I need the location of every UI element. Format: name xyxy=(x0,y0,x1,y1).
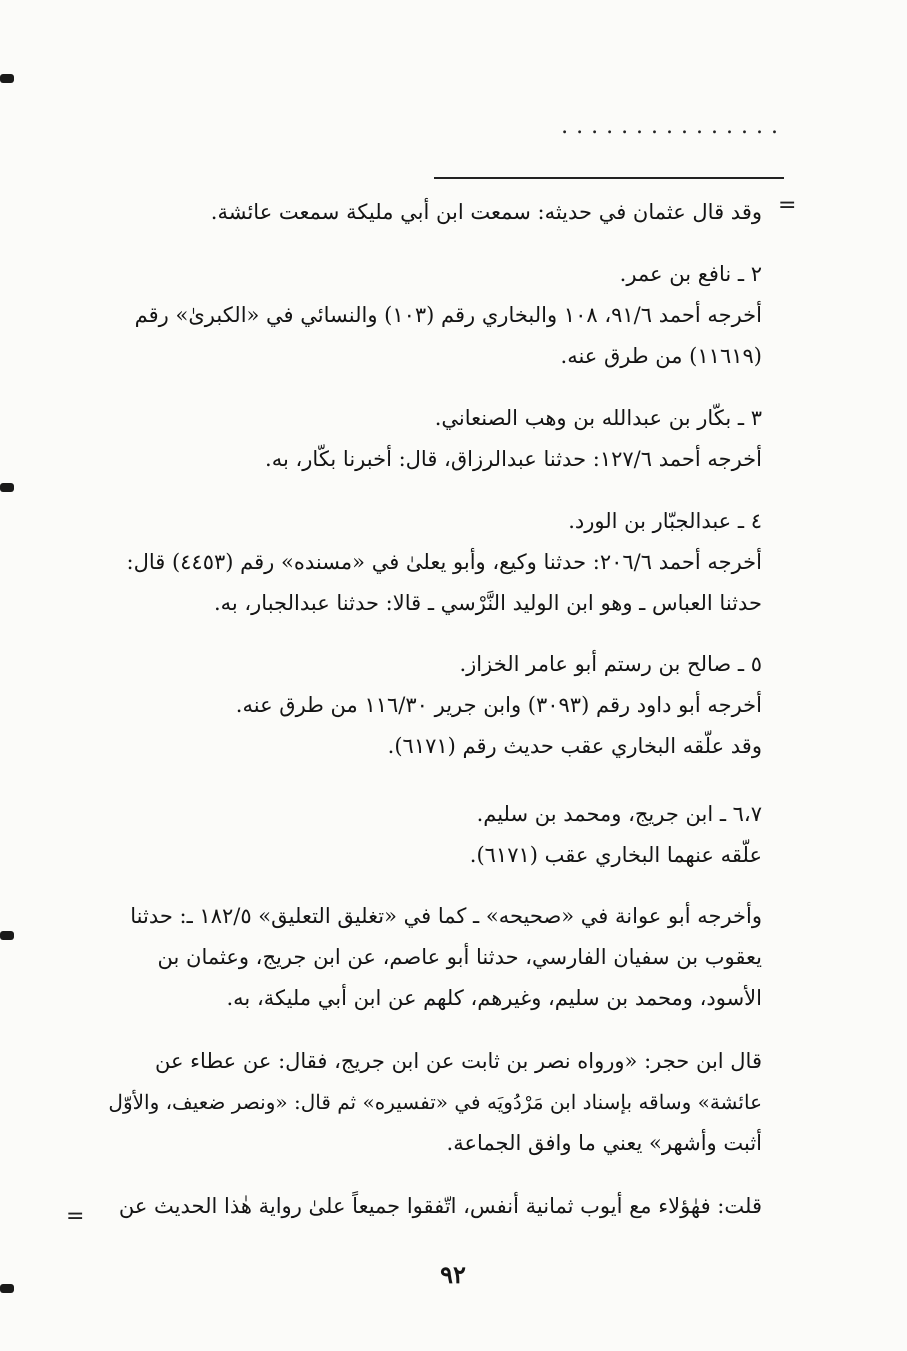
scan-mark xyxy=(0,931,14,940)
text-line: وقد علّقه البخاري عقب حديث رقم (٦١٧١). xyxy=(387,734,762,758)
narrator-heading: ٤ ـ عبدالجبّار بن الورد. xyxy=(568,509,762,533)
continuation-mark-top: = xyxy=(778,193,797,218)
text-line: يعقوب بن سفيان الفارسي، حدثنا أبو عاصم، عن ابن جريج، وعثمان بن xyxy=(157,945,762,969)
text-line: الأسود، ومحمد بن سليم، وغيرهم، كلهم عن ابن أبي مليكة، به. xyxy=(226,986,762,1010)
paragraph-intro xyxy=(100,192,762,233)
narrator-heading: ٣ ـ بكّار بن عبدالله بن وهب الصنعاني. xyxy=(434,406,762,430)
scan-mark xyxy=(0,483,14,492)
paragraph-abu-awana xyxy=(100,896,762,1019)
paragraph-narrator-2 xyxy=(100,254,762,377)
text-line: أخرجه أحمد ١٢٧/٦: حدثنا عبدالرزاق، قال: أخبرنا بكّار، به. xyxy=(265,447,762,471)
text-line: (١١٦١٩) من طرق عنه. xyxy=(560,344,762,368)
text-line: قلت: فهٰؤلاء مع أيوب ثمانية أنفس، اتّفقوا جميعاً علىٰ رواية هٰذا الحديث عن xyxy=(118,1194,762,1218)
text-line: أخرجه أبو داود رقم (٣٠٩٣) وابن جرير ١١٦/٣٠ من طرق عنه. xyxy=(235,693,762,717)
narrator-heading: ٥ ـ صالح بن رستم أبو عامر الخزاز. xyxy=(459,652,762,676)
text-line: حدثنا العباس ـ وهو ابن الوليد النَّرْسي ـ قالا: حدثنا عبدالجبار، به. xyxy=(213,591,762,615)
paragraph-conclusion xyxy=(100,1186,762,1227)
text-line: وقد قال عثمان في حديثه: سمعت ابن أبي مليكة سمعت عائشة. xyxy=(210,200,762,224)
paragraph-narrator-5 xyxy=(100,644,762,767)
narrator-heading: ٦،٧ ـ ابن جريج، ومحمد بن سليم. xyxy=(476,802,762,826)
page-number: ٩٢ xyxy=(440,1260,466,1289)
paragraph-narrator-4 xyxy=(100,501,762,624)
scan-mark xyxy=(0,1284,14,1293)
text-line: قال ابن حجر: «ورواه نصر بن ثابت عن ابن جريج، فقال: عن عطاء عن xyxy=(154,1049,762,1073)
dotted-leader: ............... xyxy=(561,114,786,139)
scan-mark xyxy=(0,74,14,83)
text-line: علّقه عنهما البخاري عقب (٦١٧١). xyxy=(469,843,762,867)
paragraph-ibn-hajar xyxy=(100,1041,762,1164)
continuation-mark-bottom: = xyxy=(66,1204,85,1229)
paragraph-narrator-3 xyxy=(100,398,762,480)
text-line: أخرجه أحمد ٢٠٦/٦: حدثنا وكيع، وأبو يعلىٰ في «مسنده» رقم (٤٤٥٣) قال: xyxy=(126,550,762,574)
text-line: أثبت وأشهر» يعني ما وافق الجماعة. xyxy=(446,1131,762,1155)
paragraph-narrator-6-7 xyxy=(100,794,762,876)
text-line: عائشة» وساقه بإسناد ابن مَرْدُويَه في «تفسيره» ثم قال: «ونصر ضعيف، والأوّل xyxy=(108,1090,762,1114)
text-line: وأخرجه أبو عوانة في «صحيحه» ـ كما في «تغليق التعليق» ١٨٢/٥ ـ: حدثنا xyxy=(130,904,762,928)
text-line: أخرجه أحمد ٩١/٦، ١٠٨ والبخاري رقم (١٠٣) والنسائي في «الكبرىٰ» رقم xyxy=(134,303,762,327)
narrator-heading: ٢ ـ نافع بن عمر. xyxy=(619,262,762,286)
footnote-separator-rule xyxy=(434,177,784,179)
